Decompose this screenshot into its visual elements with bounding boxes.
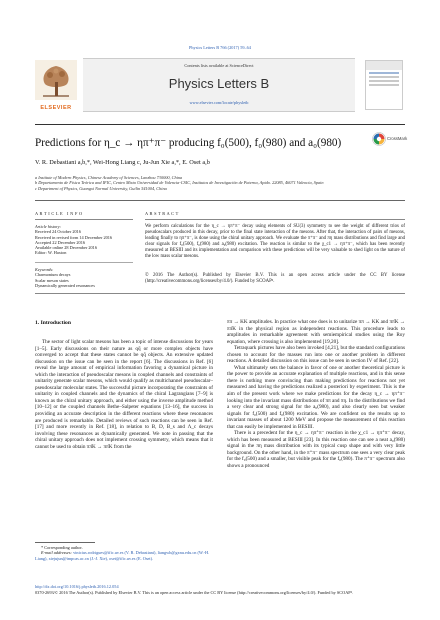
- emails-label: E-mail addresses:: [41, 550, 72, 556]
- crossmark-label: CrossMark: [387, 136, 408, 141]
- contents-line: Contents lists available at ScienceDirect: [184, 63, 254, 68]
- history-editor: Editor: W. Haxton: [35, 250, 67, 256]
- history-revised: Received in revised form 14 December 2016: [35, 234, 113, 240]
- keywords-rule: [35, 262, 133, 263]
- corresponding-author-note: * Corresponding author.: [41, 545, 83, 550]
- keyword-item: Charmonium decays: [35, 272, 71, 278]
- history-accepted: Accepted 22 December 2016: [35, 239, 85, 245]
- history-label: Article history:: [35, 224, 62, 229]
- article-history: [35, 224, 135, 256]
- section-heading-introduction: 1. Introduction: [35, 320, 71, 326]
- keywords-block: [35, 267, 135, 288]
- paragraph: Tetraquark pictures have also been invoked [4,21], but the standard configurations chosen to account for the masses run into one or another problem in different reactions. A detailed discussion on this issue can be seen in section IV of Ref. [22].: [227, 345, 405, 365]
- footnote-rule: [35, 542, 95, 543]
- author-list: V. R. Debastiani a,b,*, Wei-Hong Liang c, Ju-Jun Xie a,*, E. Oset a,b: [35, 159, 210, 166]
- journal-cover-thumbnail: [365, 60, 403, 110]
- abstract-rule: [145, 219, 405, 220]
- masthead: [35, 58, 405, 122]
- paragraph: There is a precedent for the η_c → ηπ⁺π⁻ reaction in the χ_c1 → ηπ⁺π⁻ decay, which has been measured at BESIII [23]. In this reaction one can see a neat a₀(980) signal in the πη mass distribution with its typical cusp shape and with very little background. On the other hand, in the π⁺π⁻ mass spectrum one sees a very clear peak for the f₀(500) and a smaller, but visible peak for the f₀(980). The π⁺π⁻ spectrum also shows a pronounced: [227, 430, 405, 470]
- history-received: Received 24 October 2016: [35, 229, 81, 235]
- intro-right-column: [227, 319, 405, 581]
- abstract-text: We perform calculations for the η_c → ηπ⁺π⁻ decay using elements of SU(3) symmetry to see the weight of different trios of pseudoscalars produced in this decay, prior to the final state interaction of the mesons. After that, the interaction of pairs of mesons, leading finally to ηπ⁺π⁻, is done using the chiral unitary approach. We evaluate the π⁺π⁻ and πη mass distributions and find large and clear signals for f₀(500), f₀(980) and a₀(980) excitation. The reaction is similar to the χ_c1 → ηπ⁺π⁻, which has been recently measured at BESIII and its implementation and comparison with these predictions will be very valuable to shed light on the nature of the low mass scalar mesons.: [145, 224, 405, 259]
- history-online: Available online 28 December 2016: [35, 245, 97, 251]
- crossmark-button[interactable]: [372, 132, 406, 158]
- header-rule: [35, 200, 405, 201]
- journal-title: Physics Letters B: [168, 76, 270, 91]
- license-text: © 2016 The Author(s). Published by Elsevier B.V. This is an open access article under the CC BY license (http://creativecommons.org/licenses/by/4.0/). Funded by SCOAP³.: [145, 273, 405, 284]
- elsevier-tree-icon: [35, 60, 77, 100]
- paragraph: ππ → KK̄ amplitudes. In practice what one does is to unitarize ππ → KK̄ and ππ̄K → ππ̄K in the physical region as independent reactions. This procedure leads to amplitudes in remarkable agreement with semiempirical studies using the Roy equation, where crossing is also implemented [19,20].: [227, 319, 405, 345]
- abstract-heading: A B S T R A C T: [145, 211, 179, 216]
- footnotes: [35, 545, 213, 561]
- keyword-item: Dynamically generated resonances: [35, 282, 95, 288]
- article-info-heading: A R T I C L E I N F O: [35, 211, 83, 216]
- masthead-banner: [83, 58, 355, 112]
- publisher-wordmark: ELSEVIER: [40, 105, 72, 111]
- article-title: Predictions for η_c → ηπ⁺π⁻ producing f₀(500), f₀(980) and a₀(980): [35, 137, 342, 149]
- affiliation-b: b Departamento de Física Teórica and IFIC, Centro Mixto Universidad de Valencia-CSIC, Institutos de Investigación de Paterna, Aptdo. 22085, 46071 Valencia, Spain: [35, 180, 324, 186]
- running-header: Physics Letters B 766 (2017) 59–64: [189, 45, 251, 50]
- email-addresses[interactable]: vinicius.rodrigues@ific.uv.es (V. R. Debastiani), liangwh@gxnu.edu.cn (W.-H. Liang), xiejujun@impcas.ac.cn (J.-J. Xie), oset@ific.uv.es (E. Oset).: [35, 550, 210, 561]
- affiliation-a: a Institute of Modern Physics, Chinese Academy of Sciences, Lanzhou 730000, China: [35, 175, 183, 180]
- abstract-bottom-rule: [35, 293, 405, 294]
- affiliation-c: c Department of Physics, Guangxi Normal University, Guilin 541004, China: [35, 185, 167, 191]
- rights-statement: 0370-2693/© 2016 The Author(s). Published by Elsevier B.V. This is an open access article under the CC BY license (http://creativecommons.org/licenses/by/4.0/). Funded by SCOAP³.: [35, 590, 354, 595]
- keywords-label: Keywords:: [35, 267, 54, 272]
- elsevier-logo: [35, 60, 77, 111]
- paragraph: The sector of light scalar mesons has been a topic of intense discussions for years [1–5]. Early discussions on their nature as qq̄ or more complex objects have converged to accept that these states cannot be qq̄ objects. An extensive updated discussion on the issue can be seen in the report [6]. The discussions in Ref. [6] reveal the large amount of empirical information favoring a dynamical picture in which the interaction of pseudoscalar mesons in coupled channels and constraints of unitarity generate scalar mesons, which would qualify as multichannel pseudoscalar–pseudoscalar molecular states. The successful picture incorporating the constraints of unitarity in coupled channels and the dynamics of the chiral Lagrangians [7–9] is known as the chiral unitary approach, and either using the inverse amplitude method [10–12] or the coupled channels Bethe–Salpeter equations [13–16], the success in providing an accurate description in the different reactions where these resonances are produced is remarkable. Detailed reviews of such reactions can be seen in Ref. [17] and more recently in Ref. [18], in relation to B, D, B_s and Λ_c decays involving these resonances as dynamically generated. We note in passing that the chiral unitary approach does not implement crossing symmetry, which means that it cannot be used to obtain ππ̄K → ππ̄K from the: [35, 339, 213, 450]
- paragraph: What ultimately sets the balance in favor of one or another theoretical picture is the power to provide an accurate explanation of multiple reactions, and in this sense there is nothing more convincing than making predictions for reactions not yet measured and having the predictions realized a posteriori by experiment. This is the aim of the present work where we make predictions for the decay η_c → ηπ⁺π⁻ looking into the invariant mass distributions of ππ and πη. In the distributions we find a very clear and strong signal for the a₀(980), and also clearly seen but weaker signals for f₀(500) and f₀(980) excitation. We are confident on the results up to invariant masses of about 1200 MeV and propose the measurement of this reaction that can easily be implemented in BESIII.: [227, 364, 405, 430]
- article-info-rule: [35, 219, 133, 220]
- masthead-rule: [35, 124, 405, 125]
- intro-left-column: [35, 339, 213, 539]
- affiliations: [35, 175, 405, 191]
- journal-url-link[interactable]: www.elsevier.com/locate/physletb: [189, 100, 249, 105]
- keyword-item: Scalar meson states: [35, 277, 69, 283]
- doi-link[interactable]: http://dx.doi.org/10.1016/j.physletb.2016.12.054: [35, 584, 119, 589]
- crossmark-icon: [372, 132, 386, 146]
